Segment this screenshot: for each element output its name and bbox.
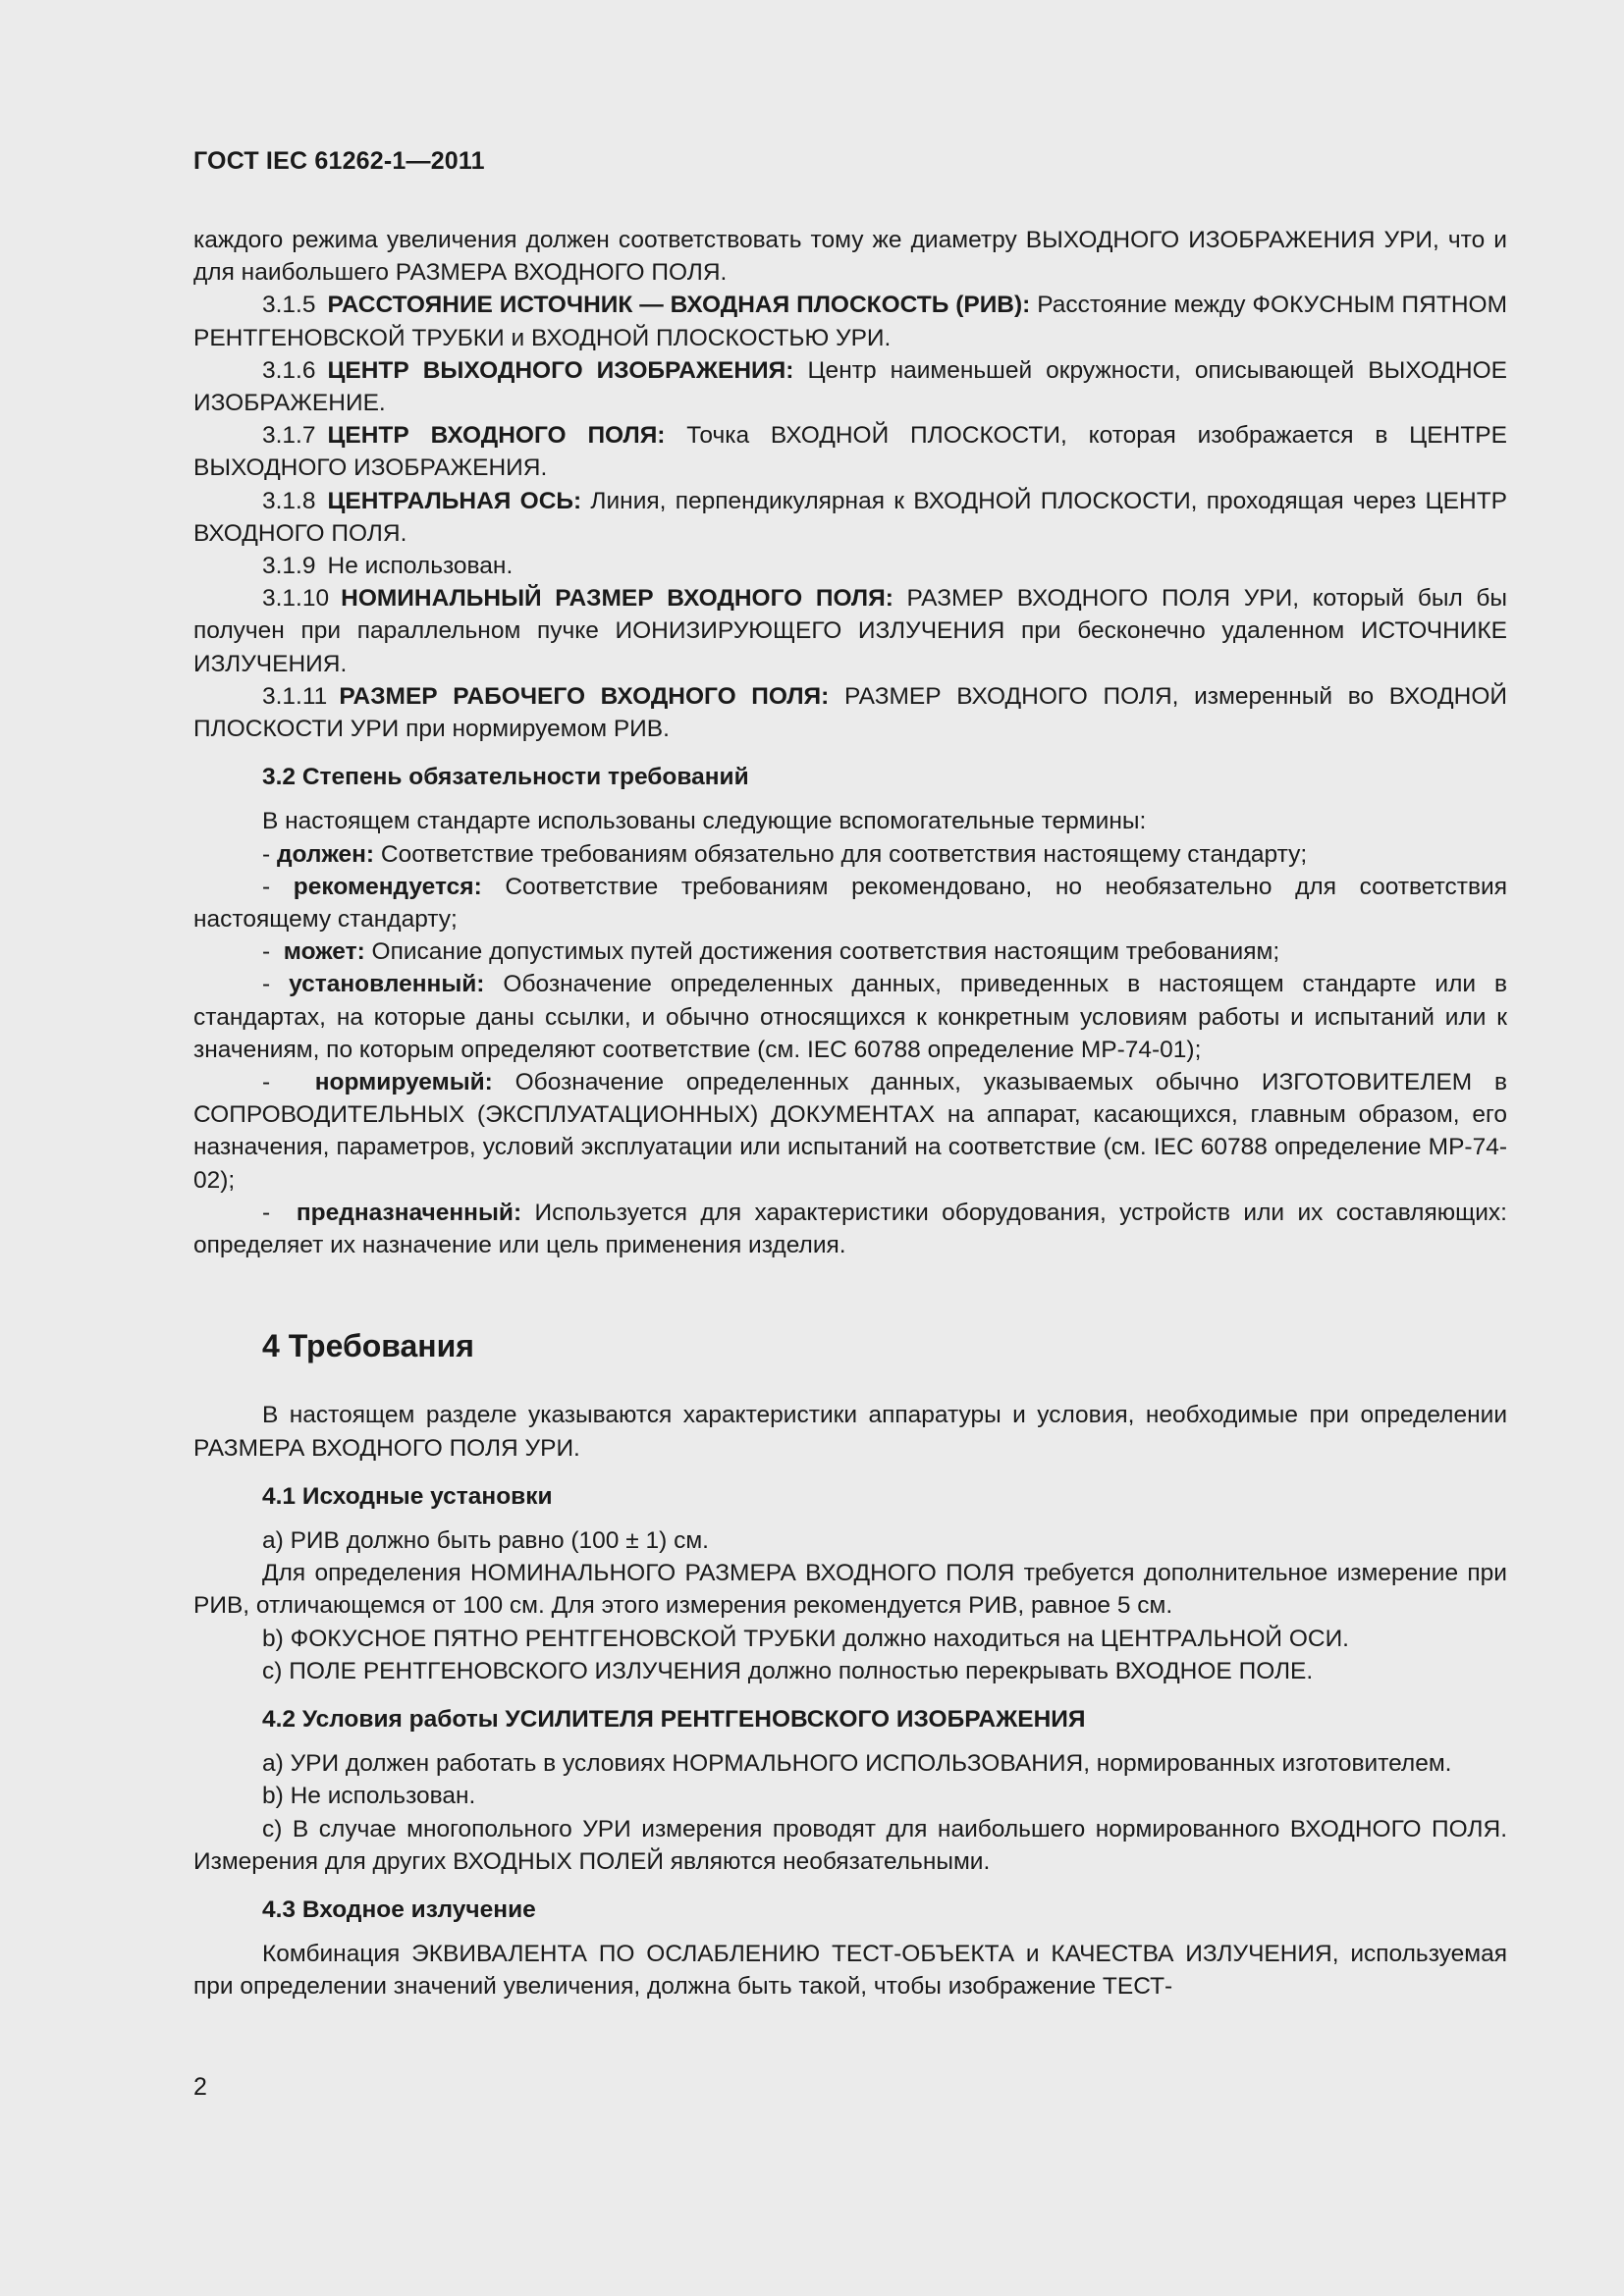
definition-term: РАЗМЕР РАБОЧЕГО ВХОДНОГО ПОЛЯ: (339, 682, 830, 710)
definition-number: 3.1.11 (262, 682, 328, 710)
item-4-2-a: а) УРИ должен работать в условиях НОРМАЛЬНОГО ИСПОЛЬЗОВАНИЯ, нормированных изготовителем. (262, 1750, 1452, 1778)
definition-number: 3.1.10 (262, 585, 330, 613)
definition-3-1-11 (193, 680, 1507, 745)
definition-3-1-9 (193, 550, 1507, 582)
term-item: - должен: Соответствие требованиям обязательно для соответствия настоящему стандарту; (262, 840, 1308, 868)
definition-term: ЦЕНТР ВЫХОДНОГО ИЗОБРАЖЕНИЯ: (327, 356, 794, 384)
item-4-1-a: а) РИВ должно быть равно (100 ± 1) см. (262, 1526, 709, 1554)
paragraph-continuation: каждого режима увеличения должен соответствовать тому же диаметру ВЫХОДНОГО ИЗОБРАЖЕНИЯ УРИ, что и для наибольшего РАЗМЕРА ВХОДНОГО ПОЛЯ. (193, 227, 1507, 287)
term-label: нормируемый: (314, 1069, 493, 1096)
term-text: Соответствие требованиям рекомендовано, но необязательно для соответствия настоящему стандарту; (193, 873, 1507, 934)
definition-text: Не использован. (327, 553, 514, 580)
terms-intro: В настоящем стандарте использованы следующие вспомогательные термины: (262, 808, 1147, 835)
term-label: установленный: (289, 971, 485, 998)
definition-3-1-7 (193, 419, 1507, 484)
section-4-intro: В настоящем разделе указываются характеристики аппаратуры и условия, необходимые при определении РАЗМЕРА ВХОДНОГО ПОЛЯ УРИ. (193, 1402, 1507, 1462)
definition-text: Расстояние между ФОКУСНЫМ ПЯТНОМ РЕНТГЕНОВСКОЙ ТРУБКИ и ВХОДНОЙ ПЛОСКОСТЬЮ УРИ. (193, 292, 1507, 351)
term-text: Используется для характеристики оборудования, устройств или их составляющих: определяет их назначение или цель применения изделия. (193, 1199, 1507, 1259)
definition-text: Линия, перпендикулярная к ВХОДНОЙ ПЛОСКОСТИ, проходящая через ЦЕНТР ВХОДНОГО ПОЛЯ. (193, 487, 1507, 547)
definition-number: 3.1.8 (262, 487, 316, 514)
definition-3-1-8 (193, 485, 1507, 550)
definition-term: НОМИНАЛЬНЫЙ РАЗМЕР ВХОДНОГО ПОЛЯ: (341, 585, 893, 613)
term-text: Соответствие требованиям обязательно для соответствия настоящему стандарту; (374, 840, 1308, 868)
term-label: предназначенный: (296, 1199, 522, 1226)
item-4-1-c: с) ПОЛЕ РЕНТГЕНОВСКОГО ИЗЛУЧЕНИЯ должно полностью перекрывать ВХОДНОЕ ПОЛЕ. (262, 1657, 1314, 1684)
term-label: рекомендуется: (293, 873, 482, 900)
heading-4-1: 4.1 Исходные установки (262, 1482, 553, 1510)
heading-4-3: 4.3 Входное излучение (262, 1896, 536, 1923)
definition-number: 3.1.9 (262, 553, 316, 580)
definition-number: 3.1.5 (262, 292, 316, 319)
definition-text: РАЗМЕР ВХОДНОГО ПОЛЯ, измеренный во ВХОДНОЙ ПЛОСКОСТИ УРИ при нормируемом РИВ. (193, 682, 1507, 743)
definition-text: Центр наименьшей окружности, описывающей ВЫХОДНОЕ ИЗОБРАЖЕНИЕ. (193, 356, 1508, 417)
definition-number: 3.1.7 (262, 422, 316, 450)
heading-3-2: 3.2 Степень обязательности требований (262, 764, 749, 791)
item-4-1-b: b) ФОКУСНОЕ ПЯТНО РЕНТГЕНОВСКОЙ ТРУБКИ должно находиться на ЦЕНТРАЛЬНОЙ ОСИ. (262, 1625, 1349, 1652)
definition-term: ЦЕНТРАЛЬНАЯ ОСЬ: (327, 487, 582, 514)
definition-text: РАЗМЕР ВХОДНОГО ПОЛЯ УРИ, который был бы получен при параллельном пучке ИОНИЗИРУЮЩЕГО ИЗЛУЧЕНИЯ при бесконечно удаленном ИСТОЧНИКЕ ИЗЛУЧЕНИЯ. (193, 585, 1508, 677)
definition-3-1-6 (193, 354, 1507, 419)
item-4-2-c: с) В случае многопольного УРИ измерения проводят для наибольшего нормированного ВХОДНОГО ПОЛЯ. Измерения для других ВХОДНЫХ ПОЛЕЙ являются необязательными. (193, 1815, 1507, 1875)
heading-4: 4 Требования (262, 1328, 474, 1364)
paragraph-4-3: Комбинация ЭКВИВАЛЕНТА ПО ОСЛАБЛЕНИЮ ТЕСТ-ОБЪЕКТА и КАЧЕСТВА ИЗЛУЧЕНИЯ, используемая при определении значений увеличения, должна быть такой, чтобы изображение ТЕСТ- (193, 1941, 1507, 2001)
page-number: 2 (193, 2073, 207, 2101)
document-header: ГОСТ IEC 61262-1—2011 (193, 147, 485, 175)
definition-3-1-5 (193, 289, 1507, 353)
document-body (193, 224, 1507, 2003)
term-item: - установленный: Обозначение определенных данных, приведенных в настоящем стандарте или в стандартах, на которые даны ссылки, и обычно относящихся к конкретным условиям работы и испытаний или к значениям, по которым определяют соответствие (см. IEC 60788 определение МР-74-01); (193, 971, 1507, 1063)
item-4-2-b: b) Не использован. (262, 1783, 476, 1810)
document-page (193, 0, 1507, 2296)
definition-term: РАССТОЯНИЕ ИСТОЧНИК — ВХОДНАЯ ПЛОСКОСТЬ (РИВ): (327, 292, 1031, 319)
term-label: должен: (276, 840, 375, 868)
heading-4-2: 4.2 Условия работы УСИЛИТЕЛЯ РЕНТГЕНОВСКОГО ИЗОБРАЖЕНИЯ (262, 1705, 1086, 1733)
definition-3-1-10 (193, 582, 1507, 680)
term-text: Описание допустимых путей достижения соответствия настоящим требованиям; (364, 938, 1280, 966)
term-item: - может: Описание допустимых путей достижения соответствия настоящим требованиям; (262, 938, 1280, 966)
definition-term: ЦЕНТР ВХОДНОГО ПОЛЯ: (327, 422, 666, 450)
term-item: - нормируемый: Обозначение определенных данных, указываемых обычно ИЗГОТОВИТЕЛЕМ в СОПРОВОДИТЕЛЬНЫХ (ЭКСПЛУАТАЦИОННЫХ) ДОКУМЕНТАХ на аппарат, касающихся, главным образом, его назначения, параметров, условий эксплуатации или испытаний на соответствие (см. IEC 60788 определение МР-74-02); (193, 1069, 1507, 1194)
definition-text: Точка ВХОДНОЙ ПЛОСКОСТИ, которая изображается в ЦЕНТРЕ ВЫХОДНОГО ИЗОБРАЖЕНИЯ. (193, 422, 1507, 482)
term-item: - предназначенный: Используется для характеристики оборудования, устройств или их составляющих: определяет их назначение или цель применения изделия. (193, 1199, 1507, 1259)
definition-number: 3.1.6 (262, 356, 316, 384)
term-item: - рекомендуется: Соответствие требованиям рекомендовано, но необязательно для соответствия настоящему стандарту; (193, 873, 1507, 934)
term-text: Обозначение определенных данных, приведенных в настоящем стандарте или в стандартах, на которые даны ссылки, и обычно относящихся к конкретным условиям работы и испытаний или к значениям, по которым определяют соответствие (см. IEC 60788 определение МР-74-01); (193, 971, 1507, 1063)
item-4-1-a-note: Для определения НОМИНАЛЬНОГО РАЗМЕРА ВХОДНОГО ПОЛЯ требуется дополнительное измерение при РИВ, отличающемся от 100 см. Для этого измерения рекомендуется РИВ, равное 5 см. (193, 1560, 1507, 1620)
term-text: Обозначение определенных данных, указываемых обычно ИЗГОТОВИТЕЛЕМ в СОПРОВОДИТЕЛЬНЫХ (ЭКСПЛУАТАЦИОННЫХ) ДОКУМЕНТАХ на аппарат, касающихся, главным образом, его назначения, параметров, условий эксплуатации или испытаний на соответствие (см. IEC 60788 определение МР-74-02); (193, 1069, 1507, 1194)
term-label: может: (283, 938, 365, 966)
